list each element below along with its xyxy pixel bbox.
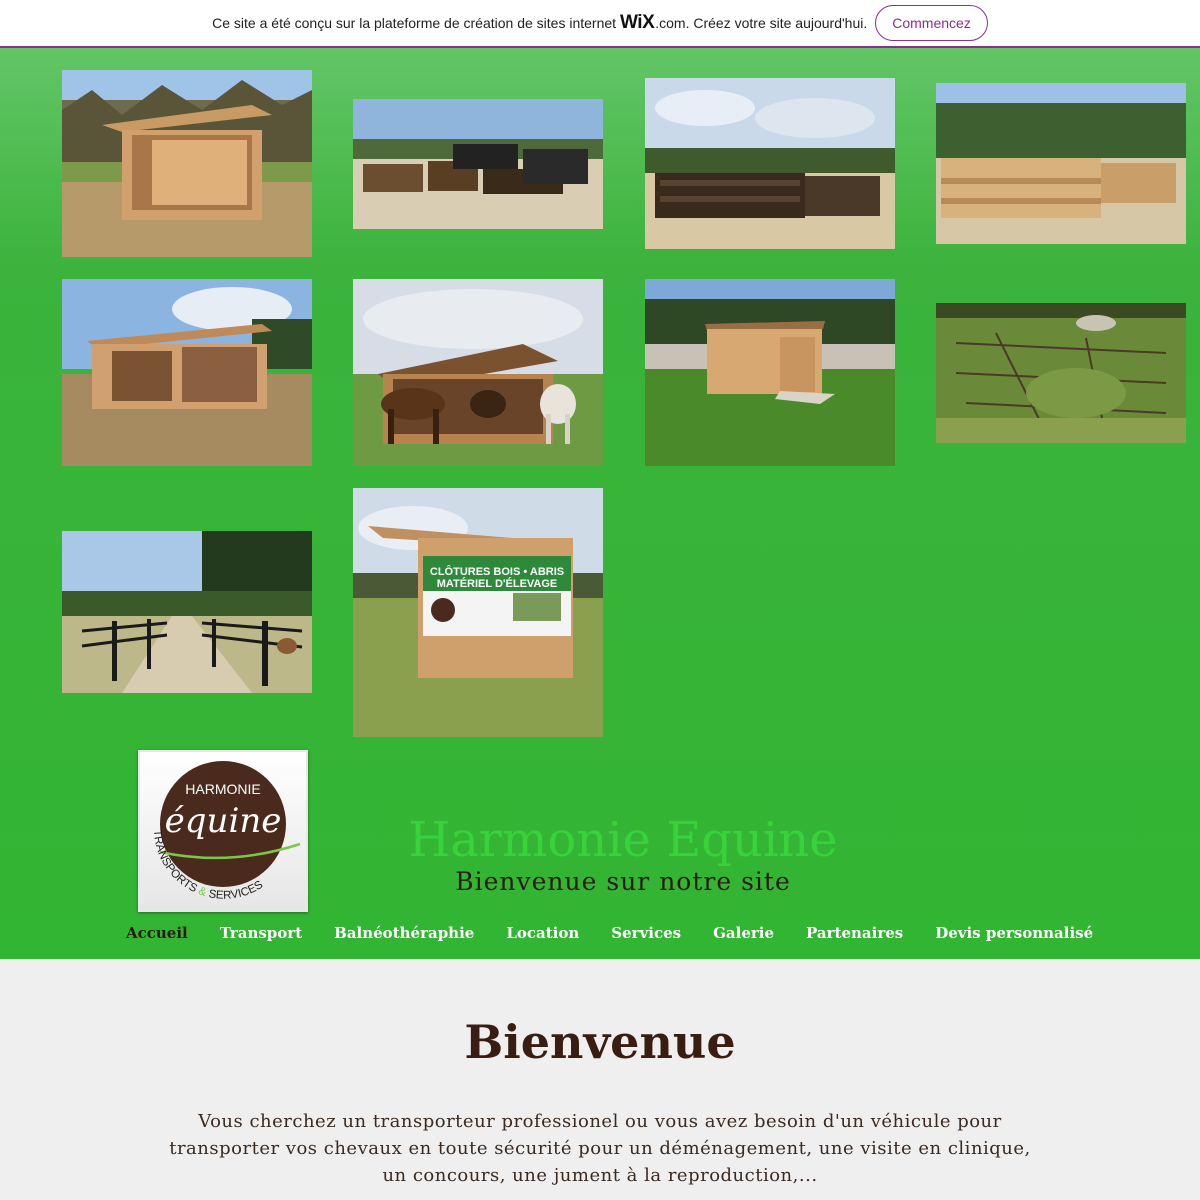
welcome-heading: Bienvenue	[464, 1015, 736, 1069]
wooden-shelter-photo[interactable]	[62, 70, 312, 257]
welcome-text-line-3: un concours, une jument à la reproduction,...	[382, 1165, 818, 1186]
open-shelter-photo[interactable]	[62, 279, 312, 466]
wix-banner-text	[212, 12, 867, 34]
logo-arc-amp: &	[196, 885, 208, 900]
sign-line-1: CLÔTURES BOIS • ABRIS	[429, 566, 565, 578]
aerial-paddocks-photo[interactable]	[936, 303, 1186, 443]
logo-main-word: équine	[164, 801, 282, 841]
harmonie-equine-logo[interactable]	[138, 750, 308, 912]
nav-item-devis-personnalis-[interactable]: Devis personnalisé	[935, 924, 1094, 942]
site-title: Harmonie Equine	[408, 812, 838, 868]
nav-item-baln-oth-raphie[interactable]: Balnéothéraphie	[334, 924, 475, 942]
logo-arc-text-1: TRANSPORTS	[150, 829, 199, 896]
welcome-text	[160, 1108, 1040, 1189]
site-subtitle: Bienvenue sur notre site	[455, 867, 791, 896]
logo-arc-text-2: SERVICES	[207, 878, 266, 902]
sign-line-2: MATÉRIEL D'ÉLEVAGE	[436, 578, 558, 590]
sign-text	[423, 566, 571, 590]
welcome-text-line-1: Vous cherchez un transporteur professionel ou vous avez besoin d'un véhicule pour	[198, 1111, 1002, 1132]
horses-shelter-photo[interactable]	[353, 279, 603, 466]
wix-banner-text-after: .com. Créez votre site aujourd'hui.	[655, 15, 868, 31]
main-nav	[110, 920, 1109, 950]
nav-item-accueil[interactable]: Accueil	[126, 924, 188, 942]
nav-item-galerie[interactable]: Galerie	[713, 924, 775, 942]
timber-stacks-photo[interactable]	[936, 83, 1186, 244]
stacked-posts-photo[interactable]	[353, 99, 603, 229]
nav-item-location[interactable]: Location	[506, 924, 580, 942]
commencez-button[interactable]: Commencez	[875, 5, 988, 41]
fenced-path-photo[interactable]	[62, 531, 312, 693]
nav-item-partenaires[interactable]: Partenaires	[806, 924, 904, 942]
wooden-gates-photo[interactable]	[645, 78, 895, 249]
sign-shelter-photo[interactable]	[353, 488, 603, 737]
welcome-text-line-2: transporter vos chevaux en toute sécurité pour un déménagement, une visite en clinique,	[169, 1138, 1031, 1159]
wix-logo[interactable]: WiX	[620, 12, 655, 33]
nav-item-transport[interactable]: Transport	[219, 924, 303, 942]
box-shelter-photo[interactable]	[645, 279, 895, 466]
wix-banner-text-before: Ce site a été conçu sur la plateforme de création de sites internet	[212, 15, 617, 31]
logo-top-word: HARMONIE	[185, 781, 261, 797]
nav-item-services[interactable]: Services	[611, 924, 682, 942]
wix-banner	[0, 0, 1200, 48]
